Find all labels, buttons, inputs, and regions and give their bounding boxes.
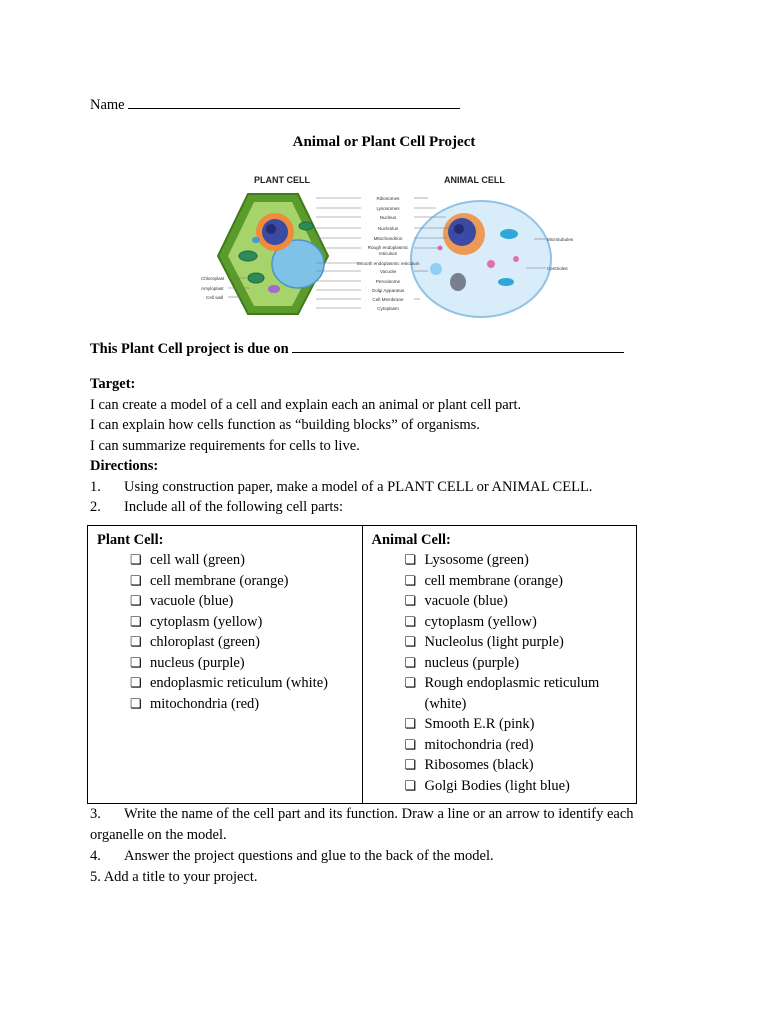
due-date-blank[interactable]: [292, 338, 624, 353]
checklist-item[interactable]: ❏ cytoplasm (yellow): [372, 612, 637, 633]
checklist-item[interactable]: ❏ vacuole (blue): [372, 591, 637, 612]
name-line: [90, 94, 460, 114]
checkbox-icon[interactable]: ❏: [404, 593, 417, 608]
checklist-item[interactable]: ❏ cell membrane (orange): [372, 571, 637, 592]
name-blank[interactable]: [128, 94, 460, 109]
label-smooth-er: Smooth endoplasmic reticulum: [356, 261, 420, 266]
label-rough-er-2: reticulum: [378, 251, 398, 256]
checklist-item[interactable]: ❏ endoplasmic reticulum (white): [97, 673, 362, 694]
checklist-item[interactable]: ❏ chloroplast (green): [97, 632, 362, 653]
checkbox-icon[interactable]: ❏: [130, 675, 142, 690]
target-heading: Target:: [90, 376, 136, 392]
checkbox-icon[interactable]: ❏: [404, 736, 417, 752]
checklist-item[interactable]: ❏ nucleus (purple): [372, 653, 637, 674]
step-number: 1.: [90, 479, 101, 495]
label-vacuole: Vacuole: [379, 269, 397, 274]
animal-cell-illustration: [411, 201, 551, 317]
label-nucleolus: Nucleolus: [377, 226, 399, 231]
direction-step: [90, 499, 343, 516]
checklist-item[interactable]: ❏ Smooth E.R (pink): [372, 714, 637, 735]
direction-step: [90, 806, 634, 823]
checklist-item[interactable]: ❏ Lysosome (green): [372, 550, 637, 571]
direction-step: [90, 479, 592, 496]
animal-cell-heading: Animal Cell:: [371, 532, 451, 548]
checklist-item[interactable]: ❏ Golgi Bodies (light blue): [372, 776, 637, 797]
step-number: 2.: [90, 499, 101, 515]
checkbox-icon[interactable]: ❏: [130, 695, 142, 711]
due-date-line: [90, 338, 624, 358]
label-microtubules: Microtubules: [547, 237, 574, 242]
checklist-item[interactable]: ❏ cytoplasm (yellow): [97, 612, 362, 633]
checkbox-icon[interactable]: ❏: [404, 613, 417, 629]
target-item: I can summarize requirements for cells to live.: [90, 438, 360, 454]
checklist-item[interactable]: ❏ cell wall (green): [97, 550, 362, 571]
checkbox-icon[interactable]: ❏: [130, 634, 142, 649]
label-lysosomes: Lysosomes: [376, 206, 400, 211]
checklist-item[interactable]: ❏ Ribosomes (black): [372, 755, 637, 776]
checklist-item[interactable]: ❏ nucleus (purple): [97, 653, 362, 674]
checklist-item[interactable]: ❏ Rough endoplasmic reticulum (white): [404, 675, 600, 712]
checklist-item[interactable]: ❏ Nucleolus (light purple): [372, 632, 637, 653]
target-item: I can explain how cells function as “building blocks” of organisms.: [90, 417, 480, 433]
checkbox-icon[interactable]: ❏: [404, 675, 417, 690]
label-centrioles: Centrioles: [547, 266, 568, 271]
directions-heading: Directions:: [90, 458, 159, 474]
label-cell-membrane: Cell Membrane: [372, 297, 404, 302]
direction-step: 5. Add a title to your project.: [90, 869, 258, 885]
step-text: Write the name of the cell part and its function. Draw a line or an arrow to identify each: [124, 806, 634, 822]
step-text: Answer the project questions and glue to the back of the model.: [124, 848, 494, 864]
checkbox-icon[interactable]: ❏: [130, 613, 142, 629]
checklist-item[interactable]: ❏ mitochondria (red): [97, 694, 362, 715]
step-text-continued: organelle on the model.: [90, 827, 227, 843]
label-rough-er-1: Rough endoplasmic: [367, 245, 409, 250]
animal-cell-column: [362, 526, 637, 804]
checkbox-icon[interactable]: ❏: [404, 757, 417, 772]
animal-cell-title: ANIMAL CELL: [444, 175, 505, 185]
name-label: Name: [90, 97, 125, 113]
checkbox-icon[interactable]: ❏: [130, 552, 142, 567]
target-item: I can create a model of a cell and explain each an animal or plant cell part.: [90, 397, 522, 413]
cell-parts-table: [87, 525, 637, 804]
checkbox-icon[interactable]: ❏: [404, 634, 417, 649]
page-title: Animal or Plant Cell Project: [292, 134, 476, 150]
label-cell-wall: Cell wall: [206, 295, 224, 300]
checkbox-icon[interactable]: ❏: [404, 654, 417, 670]
step-number: 3.: [90, 806, 101, 822]
checklist-item[interactable]: ❏ cell membrane (orange): [97, 571, 362, 592]
due-date-label: This Plant Cell project is due on: [90, 341, 289, 357]
label-golgi: Golgi Apparatus: [371, 288, 405, 293]
checkbox-icon[interactable]: ❏: [404, 777, 417, 793]
step-text: Using construction paper, make a model of a PLANT CELL or ANIMAL CELL.: [124, 479, 593, 495]
plant-cell-column: [88, 526, 363, 804]
label-chloroplast: Chloroplast: [201, 276, 225, 281]
label-ribosomes: Ribosomes: [376, 196, 400, 201]
step-text: Include all of the following cell parts:: [124, 499, 344, 515]
label-cytoplasm: Cytoplasm: [377, 306, 399, 311]
plant-cell-illustration: [218, 194, 328, 314]
label-amyloplast: Amyloplast: [201, 286, 224, 291]
plant-cell-heading: Plant Cell:: [97, 532, 164, 548]
checkbox-icon[interactable]: ❏: [130, 593, 142, 608]
checkbox-icon[interactable]: ❏: [404, 572, 417, 588]
direction-step: [90, 848, 494, 865]
checkbox-icon[interactable]: ❏: [130, 572, 142, 588]
plant-cell-title: PLANT CELL: [254, 175, 310, 185]
checkbox-icon[interactable]: ❏: [404, 552, 417, 567]
label-peroxisome: Peroxisome: [375, 279, 401, 284]
checkbox-icon[interactable]: ❏: [130, 654, 142, 670]
step-number: 4.: [90, 848, 101, 864]
cell-diagram: [196, 164, 588, 322]
checkbox-icon[interactable]: ❏: [404, 716, 417, 731]
checklist-item[interactable]: ❏ vacuole (blue): [97, 591, 362, 612]
checklist-item[interactable]: ❏ mitochondria (red): [372, 735, 637, 756]
label-mitochondrion: Mitochondrion: [373, 236, 403, 241]
label-nucleus: Nucleus: [379, 215, 397, 220]
